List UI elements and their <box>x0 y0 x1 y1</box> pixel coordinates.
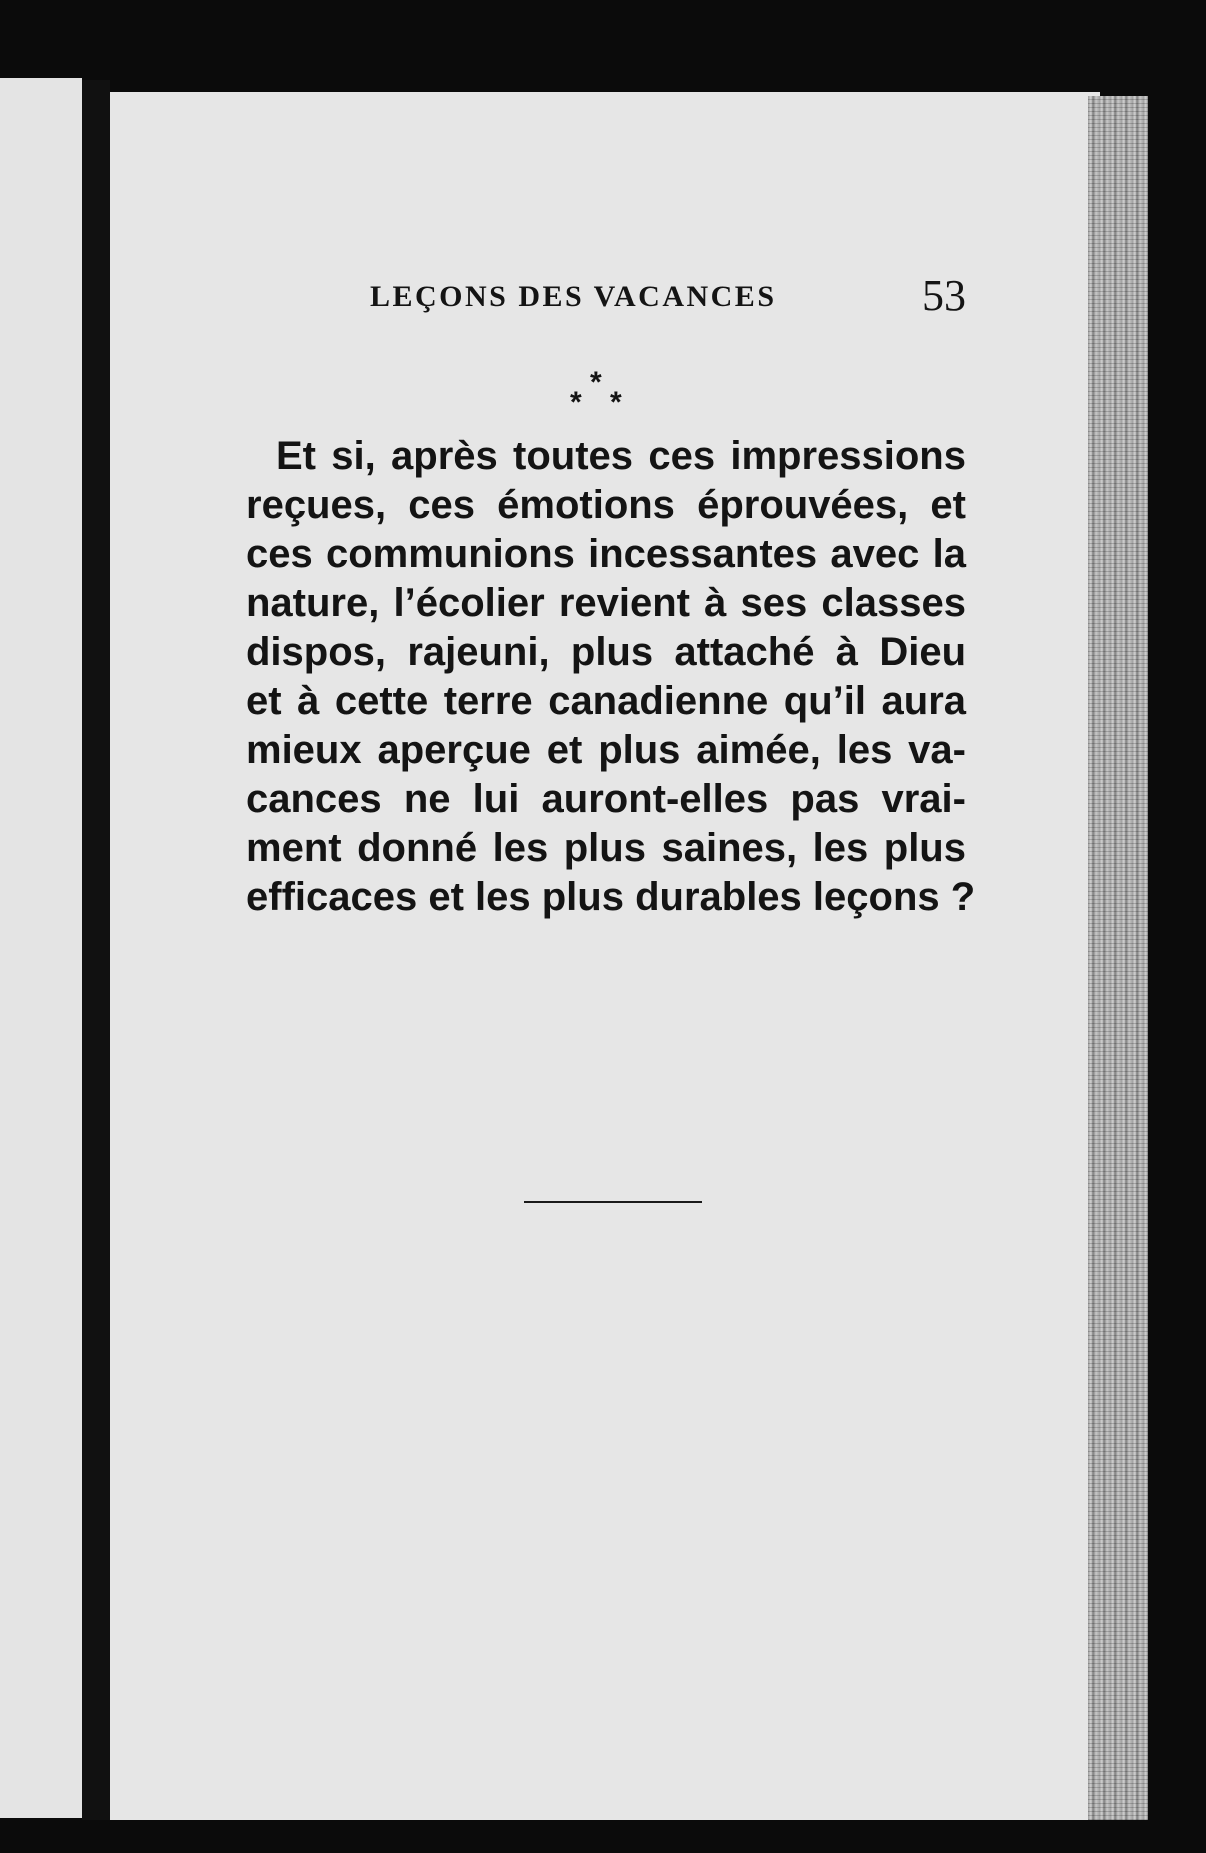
paragraph-line: et à cette terre canadienne qu’il aura <box>246 679 966 723</box>
paragraph-line: nature, l’écolier revient à ses classes <box>246 581 966 625</box>
paragraph <box>246 432 976 922</box>
page-edges <box>1088 96 1148 1820</box>
book-gutter <box>82 80 110 1820</box>
end-rule <box>524 1201 702 1203</box>
asterism-star: * <box>610 386 622 419</box>
previous-page-edge <box>0 78 82 1818</box>
page-number: 53 <box>922 271 966 320</box>
asterism-star: * <box>570 386 582 419</box>
paragraph-line: dispos, rajeuni, plus attaché à Dieu <box>246 630 966 674</box>
paragraph-line: reçues, ces émotions éprouvées, et <box>246 483 966 527</box>
paragraph-line: ces communions incessantes avec la <box>246 532 966 576</box>
asterism-star: * <box>590 366 602 399</box>
paragraph-line: Et si, après toutes ces impressions <box>276 434 966 478</box>
paragraph-line: mieux aperçue et plus aimée, les va- <box>246 728 966 772</box>
running-head <box>370 270 966 320</box>
paragraph-line: efficaces et les plus durables leçons ? <box>246 875 976 919</box>
paragraph-line: ment donné les plus saines, les plus <box>246 826 966 870</box>
book-page <box>110 92 1100 1820</box>
paragraph-line: cances ne lui auront-elles pas vrai- <box>246 777 966 821</box>
asterism-section-break <box>560 368 640 424</box>
running-title: LEÇONS DES VACANCES <box>370 280 777 313</box>
